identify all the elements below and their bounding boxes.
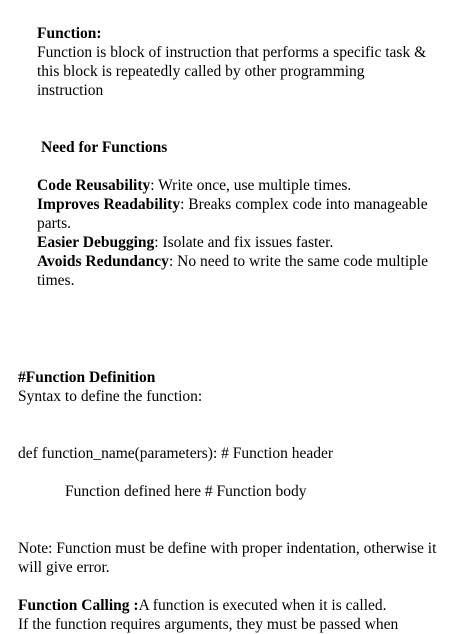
calling-line-2: If the function requires arguments, they must be passed when xyxy=(18,616,399,633)
function-heading: Function: xyxy=(37,25,102,42)
term-debugging: Easier Debugging xyxy=(37,234,155,251)
note xyxy=(18,539,436,577)
need-list xyxy=(37,176,428,290)
term-readability: Improves Readability xyxy=(37,196,181,213)
need-heading: Need for Functions xyxy=(41,139,168,156)
desc-redundancy-cont: times. xyxy=(37,272,75,289)
calling-term: Function Calling : xyxy=(18,597,139,614)
definition-intro: Syntax to define the function: xyxy=(18,388,203,405)
calling-line-1 xyxy=(18,596,398,615)
function-desc-line-1: Function is block of instruction that performs a specific task & xyxy=(37,44,427,61)
calling-section xyxy=(18,596,398,634)
code-body-line: Function defined here # Function body xyxy=(65,483,307,500)
function-desc-line-3: instruction xyxy=(37,82,104,99)
desc-readability: : Breaks complex code into manageable xyxy=(180,196,428,213)
list-item-redundancy xyxy=(37,252,428,271)
list-item-reusability xyxy=(37,176,428,195)
desc-debugging: : Isolate and fix issues faster. xyxy=(154,234,334,251)
list-item-readability xyxy=(37,195,428,214)
function-section xyxy=(37,24,426,100)
desc-reusability: : Write once, use multiple times. xyxy=(150,177,352,194)
code-header-line: def function_name(parameters): # Function header xyxy=(18,445,334,462)
note-line-1: Note: Function must be define with proper indentation, otherwise it xyxy=(18,540,437,557)
definition-section xyxy=(18,368,202,406)
desc-redundancy: : No need to write the same code multiple xyxy=(168,253,429,270)
list-item-debugging xyxy=(37,233,428,252)
definition-heading: #Function Definition xyxy=(18,369,156,386)
note-line-2: will give error. xyxy=(18,559,110,576)
term-reusability: Code Reusability xyxy=(37,177,151,194)
function-desc-line-2: this block is repeatedly called by other programming xyxy=(37,63,365,80)
calling-desc: A function is executed when it is called. xyxy=(138,597,387,614)
term-redundancy: Avoids Redundancy xyxy=(37,253,169,270)
desc-readability-cont: parts. xyxy=(37,215,72,232)
